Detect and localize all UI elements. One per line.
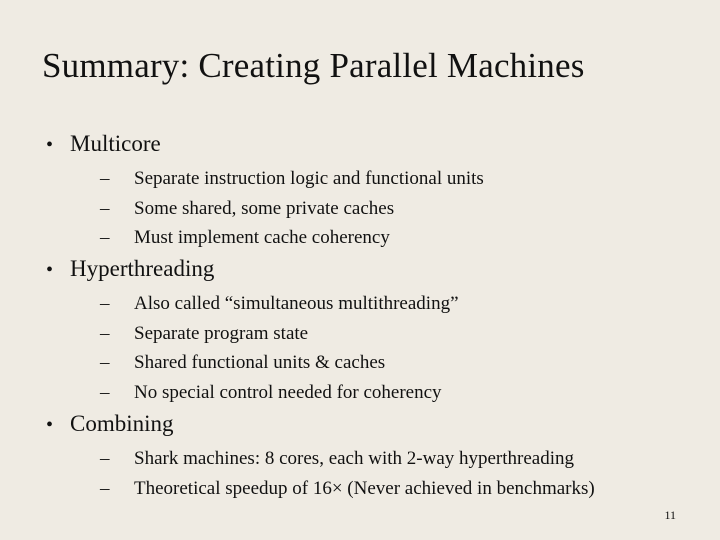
page-number: 11: [664, 508, 676, 522]
slide-title: Summary: Creating Parallel Machines: [42, 46, 585, 85]
dash-icon: –: [100, 448, 110, 469]
dash-icon: –: [100, 322, 110, 344]
list-item: [46, 478, 595, 508]
list-item: [46, 168, 484, 198]
dash-icon: –: [100, 381, 110, 403]
bullet-icon: •: [46, 414, 54, 436]
list-item: [46, 198, 484, 228]
dash-icon: –: [100, 197, 110, 219]
list-item: [46, 382, 459, 412]
dash-icon: –: [100, 352, 110, 373]
dash-icon: –: [100, 477, 110, 499]
list-item-text: Must implement cache coherency: [134, 227, 390, 248]
section-label: Combining: [70, 411, 174, 436]
section-heading: [46, 131, 484, 159]
list-item-text: Theoretical speedup of 16× (Never achieved in benchmarks): [134, 477, 595, 499]
list-item: [46, 448, 595, 478]
dash-icon: –: [100, 168, 110, 189]
list-item-text: Shared functional units & caches: [134, 352, 386, 373]
list-item-text: Also called “simultaneous multithreading”: [134, 293, 459, 314]
section-multicore: [46, 131, 484, 257]
list-item-text: Shark machines: 8 cores, each with 2-way hyperthreading: [134, 448, 575, 469]
sub-list: [46, 448, 595, 507]
list-item-text: Separate program state: [134, 322, 309, 344]
list-item-text: Some shared, some private caches: [134, 197, 395, 219]
list-item: [46, 352, 459, 382]
dash-icon: –: [100, 227, 110, 248]
section-heading: [46, 256, 459, 284]
list-item-text: No special control needed for coherency: [134, 381, 442, 403]
section-hyperthreading: [46, 256, 459, 411]
list-item-text: Separate instruction logic and functional units: [134, 168, 484, 189]
bullet-icon: •: [46, 134, 54, 156]
sub-list: [46, 168, 484, 257]
dash-icon: –: [100, 293, 110, 314]
section-combining: [46, 411, 595, 507]
section-label: Hyperthreading: [70, 256, 215, 281]
list-item: [46, 227, 484, 257]
bullet-icon: •: [46, 259, 54, 281]
list-item: [46, 293, 459, 323]
section-label: Multicore: [70, 131, 161, 156]
section-heading: [46, 411, 595, 439]
list-item: [46, 323, 459, 353]
sub-list: [46, 293, 459, 411]
